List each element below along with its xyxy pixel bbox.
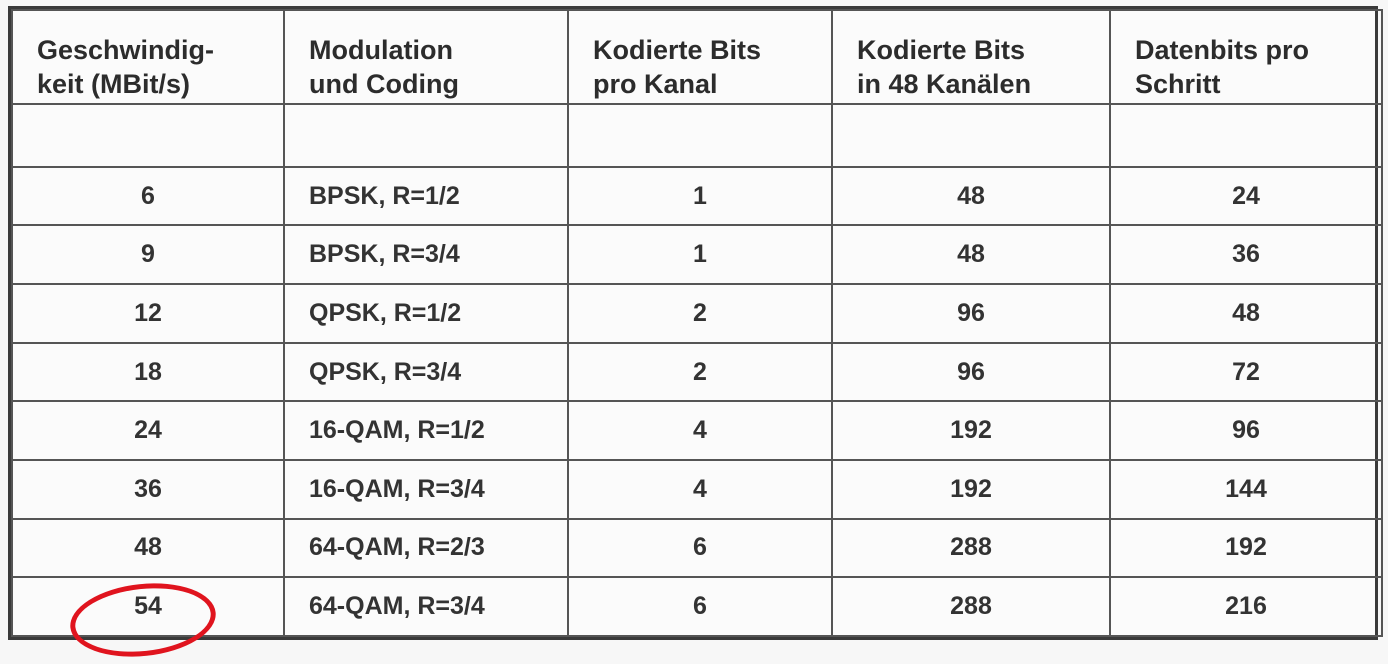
bits-per-channel-cell: 4 bbox=[568, 460, 832, 519]
speed-cell: 6 bbox=[12, 167, 284, 226]
bits-per-channel-cell: 2 bbox=[568, 284, 832, 343]
header-speed: Geschwindig- keit (MBit/s) bbox=[12, 10, 284, 104]
speed-cell: 18 bbox=[12, 343, 284, 402]
modulation-cell: 64-QAM, R=2/3 bbox=[284, 519, 568, 578]
modulation-cell: 16-QAM, R=1/2 bbox=[284, 401, 568, 460]
bits-48-channels-cell: 192 bbox=[832, 460, 1110, 519]
table-row bbox=[12, 343, 1382, 402]
table-row bbox=[12, 460, 1382, 519]
bits-per-channel-cell: 1 bbox=[568, 225, 832, 284]
bits-48-channels-cell: 192 bbox=[832, 401, 1110, 460]
data-bits-cell: 96 bbox=[1110, 401, 1382, 460]
header-modulation: Modulation und Coding bbox=[284, 10, 568, 104]
data-bits-cell: 72 bbox=[1110, 343, 1382, 402]
data-bits-cell: 144 bbox=[1110, 460, 1382, 519]
bits-48-channels-cell: 48 bbox=[832, 167, 1110, 226]
speed-cell: 12 bbox=[12, 284, 284, 343]
modulation-cell: BPSK, R=1/2 bbox=[284, 167, 568, 226]
table bbox=[11, 9, 1383, 637]
data-bits-cell: 24 bbox=[1110, 167, 1382, 226]
bits-per-channel-cell: 2 bbox=[568, 343, 832, 402]
header-data-bits-per-step: Datenbits pro Schritt bbox=[1110, 10, 1382, 104]
speed-cell: 24 bbox=[12, 401, 284, 460]
data-bits-cell: 216 bbox=[1110, 577, 1382, 636]
header-bits-48-channels: Kodierte Bits in 48 Kanälen bbox=[832, 10, 1110, 104]
speed-cell: 36 bbox=[12, 460, 284, 519]
bits-per-channel-cell: 6 bbox=[568, 519, 832, 578]
data-bits-cell: 36 bbox=[1110, 225, 1382, 284]
table-row bbox=[12, 577, 1382, 636]
empty-row bbox=[12, 104, 1382, 167]
table-row bbox=[12, 167, 1382, 226]
bits-48-channels-cell: 96 bbox=[832, 284, 1110, 343]
data-rate-table bbox=[8, 6, 1378, 640]
bits-48-channels-cell: 48 bbox=[832, 225, 1110, 284]
empty-cell bbox=[1110, 104, 1382, 167]
modulation-cell: QPSK, R=3/4 bbox=[284, 343, 568, 402]
table-row bbox=[12, 519, 1382, 578]
table-row bbox=[12, 284, 1382, 343]
speed-cell: 9 bbox=[12, 225, 284, 284]
empty-cell bbox=[12, 104, 284, 167]
speed-cell: 48 bbox=[12, 519, 284, 578]
data-bits-cell: 48 bbox=[1110, 284, 1382, 343]
table-row bbox=[12, 401, 1382, 460]
empty-cell bbox=[832, 104, 1110, 167]
bits-per-channel-cell: 4 bbox=[568, 401, 832, 460]
empty-cell bbox=[568, 104, 832, 167]
bits-48-channels-cell: 96 bbox=[832, 343, 1110, 402]
data-bits-cell: 192 bbox=[1110, 519, 1382, 578]
table-row bbox=[12, 225, 1382, 284]
header-row bbox=[12, 10, 1382, 104]
bits-48-channels-cell: 288 bbox=[832, 519, 1110, 578]
bits-per-channel-cell: 6 bbox=[568, 577, 832, 636]
bits-48-channels-cell: 288 bbox=[832, 577, 1110, 636]
modulation-cell: BPSK, R=3/4 bbox=[284, 225, 568, 284]
modulation-cell: 64-QAM, R=3/4 bbox=[284, 577, 568, 636]
header-bits-per-channel: Kodierte Bits pro Kanal bbox=[568, 10, 832, 104]
speed-cell: 54 bbox=[12, 577, 284, 636]
empty-cell bbox=[284, 104, 568, 167]
modulation-cell: QPSK, R=1/2 bbox=[284, 284, 568, 343]
bits-per-channel-cell: 1 bbox=[568, 167, 832, 226]
modulation-cell: 16-QAM, R=3/4 bbox=[284, 460, 568, 519]
